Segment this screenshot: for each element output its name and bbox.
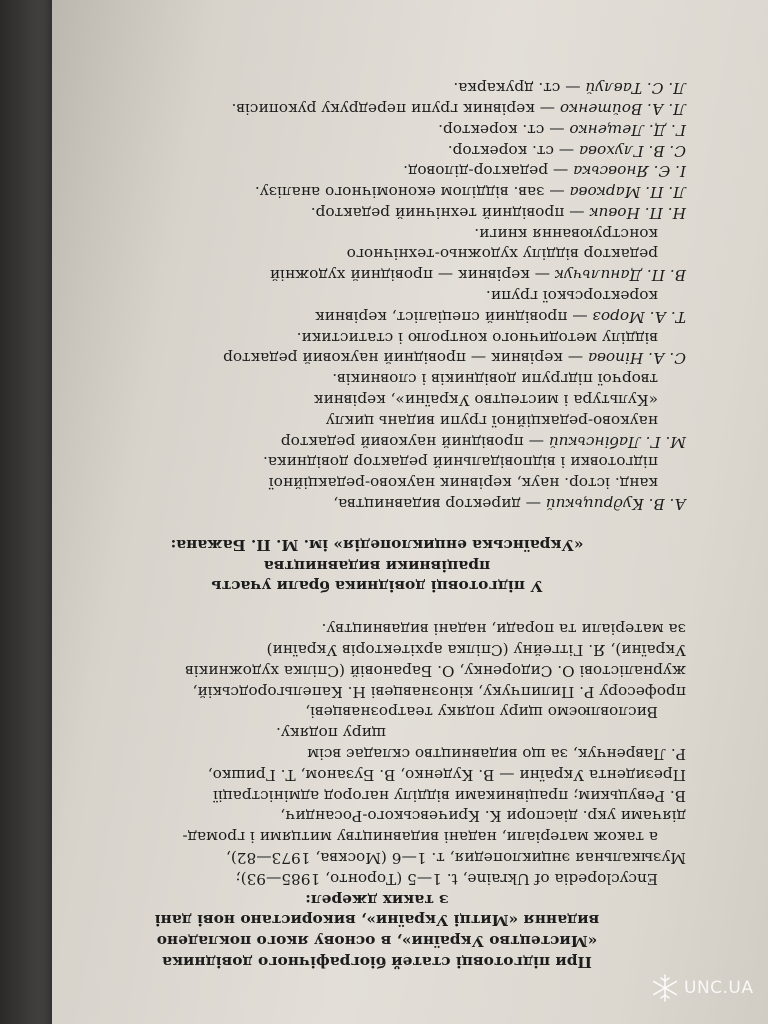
- sources-line: Р. Лавренчук, за що видавництво складає всім: [307, 745, 686, 764]
- staff-entry-cont: підготовки і відповідальний редактор довідника.: [262, 453, 658, 472]
- staff-entry: М. Г. Лабінський — провідний науковий редактор: [280, 432, 686, 451]
- staff-entry: Л. П. Маркова — зав. відділом економічного аналізу.: [254, 183, 686, 202]
- staff-heading-1: У підготовці довідника брали участь: [211, 577, 543, 596]
- sources-heading-4: з таких джерел:: [305, 890, 449, 909]
- sources-line: щиру подяку.: [276, 724, 386, 743]
- staff-heading-2: працівники видавництва: [263, 556, 491, 575]
- staff-entry: Л. С. Тавлуй — ст. друкарка.: [453, 79, 686, 98]
- staff-entry-cont: творчої підгрупи довідників і словників.: [332, 370, 658, 389]
- sources-line: а також матеріали, надані видавництву митцями і громад-: [182, 828, 658, 847]
- staff-entry: І. Є. Яновська — редактор-діловод.: [403, 162, 686, 181]
- sources-line: Encyclopedia of Ukraine, t. 1—5 (Торонто, 1985—93);: [235, 869, 658, 888]
- thanks-line: Висловлюємо щиру подяку театрознавцеві,: [305, 703, 658, 722]
- staff-entry-cont: коректорської групи.: [485, 287, 658, 306]
- text-column: [68, 77, 686, 972]
- watermark: [650, 968, 760, 1008]
- sources-heading-2: «Мистецтво України», в основу якого покладено: [156, 932, 598, 951]
- sources-heading-3: видання «Митці України», використано нові дані: [154, 911, 600, 930]
- sources-heading-1: При підготовці статей біографічного довідника: [162, 953, 592, 971]
- staff-entry-cont: науково-редакційної групи видань циклу: [325, 411, 658, 430]
- watermark-text: UNC.UA: [684, 978, 754, 998]
- staff-entry: Т. А. Мороз — провідний спеціаліст, керівник: [315, 307, 686, 326]
- staff-heading-3: «Українська енциклопедія» ім. М. П. Бажана:: [170, 535, 584, 554]
- sources-line: діячами укр. діаспори К. Кричевського-Росандич,: [280, 807, 686, 826]
- staff-entry: Л. А. Войтенко — керівник групи передруку рукописів.: [231, 99, 686, 118]
- sources-line: Музыкальная энциклопедия, т. 1—6 (Москва, 1973—82),: [225, 849, 686, 868]
- staff-entry-cont: «Культура і мистецтво України», керівник: [313, 391, 658, 410]
- staff-entry: С. А. Ніпова — керівник — провідний науковий редактор: [223, 349, 686, 368]
- staff-entry: Н. П. Новик — провідний технічний редактор.: [310, 203, 686, 222]
- staff-entry: С. В. Глухова — ст. коректор.: [447, 141, 686, 160]
- staff-entry-cont: канд. істор. наук, керівник науково-редакційної: [268, 474, 658, 493]
- thanks-line: України), Я. Гітгейну (Спілка архітекторів України): [266, 641, 686, 660]
- staff-entry-cont: конструювання книги.: [474, 224, 658, 243]
- staff-entry: Г. Д. Лещенко — ст. коректор.: [438, 120, 686, 139]
- staff-entry: В. П. Данильчук — керівник — провідний художній: [269, 266, 686, 285]
- staff-entry-cont: відділу методичного контролю і статистики.: [296, 328, 658, 347]
- thanks-line: професору Р. Пилипчуку, кінознавцеві Н. Капельгородській,: [192, 682, 686, 701]
- sources-line: Президента України — В. Куденко, В. Бузаном, Т. Гришко,: [207, 765, 686, 784]
- thanks-line: за матеріали та поради, надані видавництву.: [321, 620, 686, 639]
- staff-entry-cont: редактор відділу художньо-технічного: [346, 245, 658, 264]
- staff-entry: А. В. Кудрицький — директор видавництва,: [333, 495, 686, 514]
- thanks-line: журналістові О. Сидоренку, О. Барановій (Спілка художників: [185, 661, 686, 680]
- sources-line: В. Ревуцьким; працівниками відділу нагород адміністрації: [213, 786, 686, 805]
- snowflake-icon: [650, 973, 680, 1003]
